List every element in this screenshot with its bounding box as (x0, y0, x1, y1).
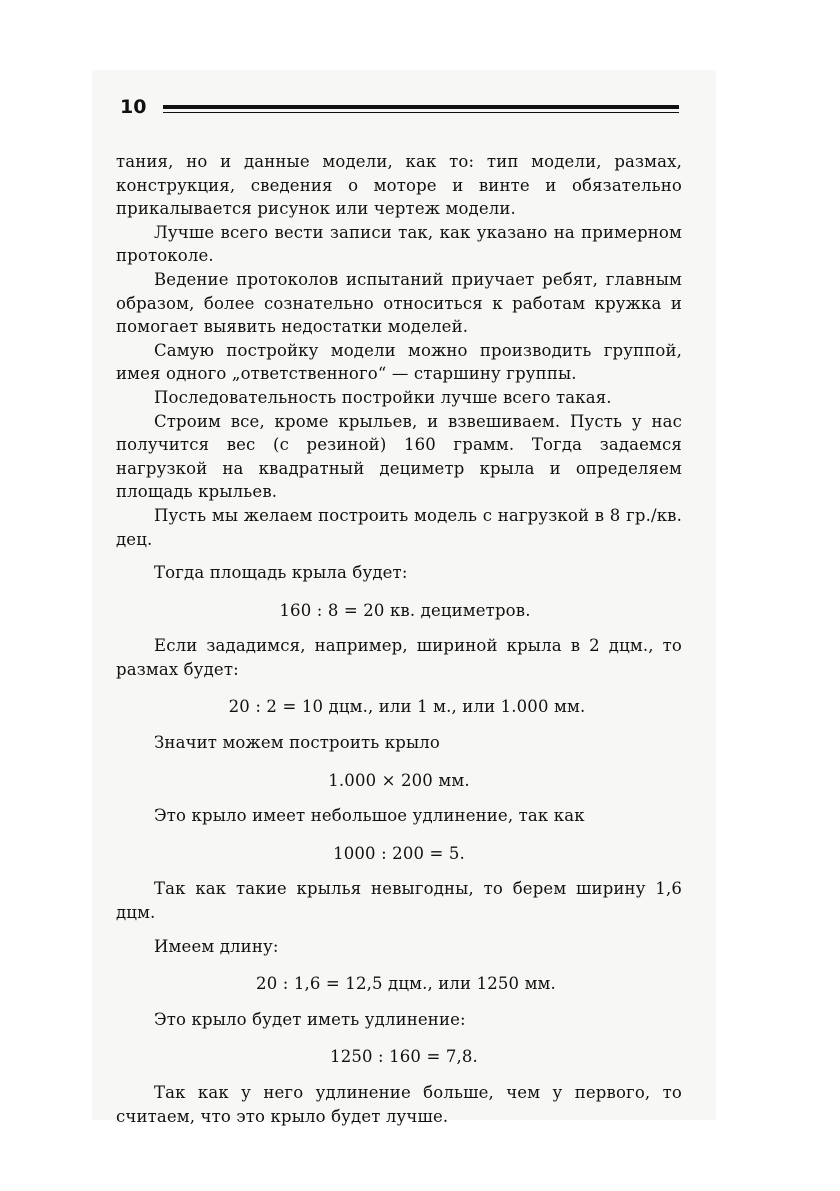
paragraph: тания, но и данные модели, как то: тип модели, размах, конструкция, сведения о моторе и винте и обязательно прикалывается рисунок или чертеж модели. (116, 152, 682, 219)
formula: 160 : 8 = 20 кв. дециметров. (279, 600, 531, 620)
paragraph: Это крыло имеет небольшое удлинение, так как (154, 806, 585, 826)
formula: 1000 : 200 = 5. (333, 843, 465, 863)
body-text (116, 150, 682, 1128)
paragraph: Это крыло будет иметь удлинение: (154, 1009, 466, 1029)
formula: 20 : 1,6 = 12,5 дцм., или 1250 мм. (256, 974, 556, 994)
paragraph: Последовательность постройки лучше всего такая. (154, 387, 612, 407)
header-rule-thin (163, 112, 679, 113)
paragraph: Имеем длину: (154, 936, 279, 956)
paragraph: Самую постройку модели можно производить группой, имея одного „ответственного“ — старшину группы. (116, 340, 682, 384)
paragraph: Лучше всего вести записи так, как указано на примерном протоколе. (116, 222, 682, 266)
page-number: 10 (120, 96, 147, 118)
paragraph: Если зададимся, например, шириной крыла в 2 дцм., то размах будет: (116, 636, 682, 679)
header-rule-thick (163, 105, 679, 109)
paragraph: Так как такие крылья невыгодны, то берем ширину 1,6 дцм. (116, 879, 682, 923)
paragraph: Ведение протоколов испытаний приучает ребят, главным образом, более сознательно относиться к работам кружка и помогает выявить недостатки моделей. (116, 269, 682, 337)
formula: 1250 : 160 = 7,8. (330, 1047, 478, 1067)
paragraph: Так как у него удлинение больше, чем у первого, то считаем, что это крыло будет лучше. (116, 1083, 682, 1126)
paragraph: Значит можем построить крыло (154, 733, 440, 753)
page-header (120, 96, 680, 122)
paragraph: Строим все, кроме крыльев, и взвешиваем. Пусть у нас получится вес (с резиной) 160 грамм. Тогда задаемся нагрузкой на квадратный дециметр крыла и определяем площадь крыльев. (116, 411, 682, 502)
formula: 1.000 × 200 мм. (328, 770, 470, 790)
paragraph: Пусть мы желаем построить модель с нагрузкой в 8 гр./кв. дец. (116, 505, 682, 549)
paragraph: Тогда площадь крыла будет: (154, 563, 408, 583)
formula: 20 : 2 = 10 дцм., или 1 м., или 1.000 мм. (228, 697, 586, 717)
